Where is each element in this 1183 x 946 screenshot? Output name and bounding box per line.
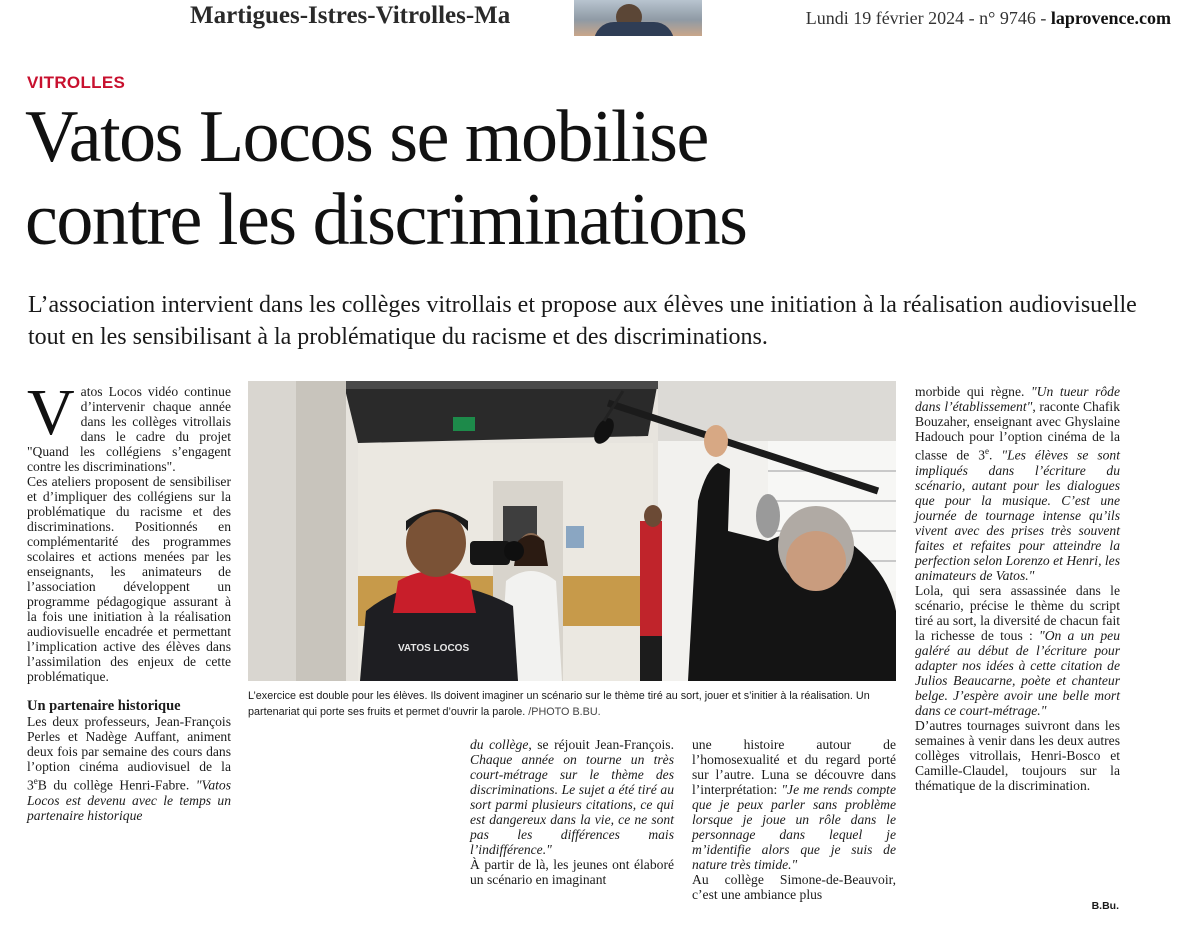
photo-credit: /PHOTO B.BU. bbox=[528, 706, 601, 718]
edition-title bbox=[190, 2, 623, 30]
paragraph: D’autres tournages suivront dans les semaines à venir dans les deux autres collèges vitrollais, Henri-Bosco et Camille-Claudel, toujours sur la thématique de la discrimination. bbox=[915, 717, 1120, 793]
film-shoot-image bbox=[248, 381, 896, 681]
paragraph: du collège, se réjouit Jean-François. Chaque année on tourne un très court-métrage sur le thème des discriminations. Le sujet a été tiré au sort parmi plusieurs citations, ce qui est dangereux dans la vie, ce ne sont pas les différences mais l’indifférence." bbox=[470, 737, 674, 857]
column-4 bbox=[915, 384, 1120, 793]
issue-info bbox=[806, 8, 1171, 29]
signature: B.Bu. bbox=[1091, 900, 1119, 912]
caption-text: L’exercice est double pour les élèves. Ils doivent imaginer un scénario sur le thème tiré au sort, jouer et s’initier à la réalisation. Un partenariat qui porte ses fruits et permet d’ouvrir la parole. bbox=[248, 690, 870, 718]
dropcap: V bbox=[27, 376, 75, 449]
headline bbox=[25, 96, 746, 262]
paragraph: Les deux professeurs, Jean-François Perles et Nadège Auffant, animent deux fois par semaine des cours dans l’option cinéma audiovisuel de la 3eB du collège Henri-Fabre. "Vatos Locos est devenu avec le temps un partenaire historique bbox=[27, 714, 231, 823]
paragraph: morbide qui règne. "Un tueur rôde dans l’établissement", raconte Chafik Bouzaher, enseignant avec Ghyslaine Hadouch pour l’option cinéma de la classe de 3e. "Les élèves se sont impliqués dans l’écriture du scénario, autant pour les dialogues que pour la musique. C’est une journée de tournage intense qu’ils vivent avec des prises très souvent faites et refaites pour atteindre la perfection selon Lorenzo et Henri, les animateurs de Vatos." bbox=[915, 384, 1120, 583]
edition-name: Martigues-Istres-Vitrolles-Ma bbox=[190, 2, 511, 29]
subheading: Un partenaire historique bbox=[27, 698, 181, 714]
paragraph: À partir de là, les jeunes ont élaboré un scénario en imaginant bbox=[470, 857, 674, 887]
paragraph: Au collège Simone-de-Beauvoir, c’est une ambiance plus bbox=[692, 872, 896, 902]
jacket-print: VATOS LOCOS bbox=[398, 643, 470, 654]
column-3 bbox=[692, 737, 896, 902]
issue-date: Lundi 19 février 2024 - n° 9746 - bbox=[805, 8, 1051, 28]
column-1 bbox=[27, 376, 231, 823]
rubric: VITROLLES bbox=[27, 73, 126, 92]
paragraph: Lola, qui sera assassinée dans le scénario, précise le thème du script tiré au sort, la diversité de chacun fait la richesse de tous : "On a un peu galéré au début de l’écriture pour adapter nos idées à cette citation de Julios Beaucarne, poète et chanteur belge. J’espère avoir une belle mort dans ce court-métrage." bbox=[915, 582, 1120, 718]
paragraph-intro: Vatos Locos vidéo continue d’intervenir chaque année dans les collèges vitrollais dans le cadre du projet "Quand les collégiens s’engagent contre les discriminations". bbox=[27, 376, 231, 474]
paragraph: Ces ateliers proposent de sensibiliser et d’impliquer des collégiens sur la problématique du racisme et des discriminations. Positionnés en complémentarité des programmes scolaires et actions menées par les enseignants, les animateurs de l’association développent un programme pédagogique assurant à la fois une initiation à la réalisation audiovisuelle encadrée et permettant l’implication active des élèves dans l’assimilation des enjeux de cette problématique. bbox=[27, 474, 231, 684]
chapo: L’association intervient dans les collèges vitrollais et propose aux élèves une initiation à la réalisation audiovisuelle tout en les sensibilisant à la problématique du racisme et des discriminations. bbox=[28, 292, 1137, 350]
headline-line-1: Vatos Locos se mobilise bbox=[25, 96, 708, 178]
site-name: laprovence.com bbox=[1050, 8, 1171, 28]
paragraph: une histoire autour de l’homosexualité et du regard porté sur l’autre. Luna se découvre dans l’interprétation: "Je me rends compte que je peux parler sans problème lorsque je joue un rôle dans le personnage dans lequel je m’identifie alors que je suis de nature très timide." bbox=[692, 737, 896, 872]
headline-line-2: contre les discriminations bbox=[25, 179, 747, 261]
photo-caption bbox=[248, 688, 896, 720]
masthead-photo bbox=[574, 0, 702, 36]
article-photo bbox=[248, 381, 896, 681]
column-2 bbox=[470, 737, 674, 887]
